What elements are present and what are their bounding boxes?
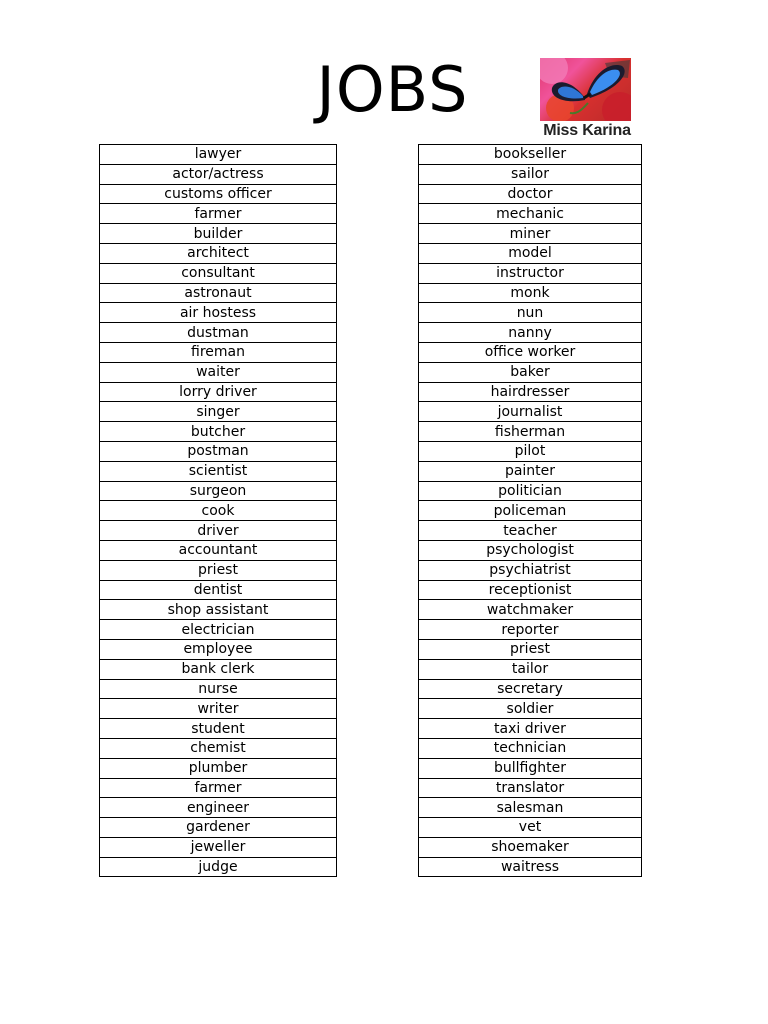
job-cell: office worker bbox=[419, 342, 642, 362]
table-row bbox=[419, 422, 642, 442]
job-cell: lorry driver bbox=[100, 382, 337, 402]
job-cell: miner bbox=[419, 224, 642, 244]
table-row bbox=[100, 224, 337, 244]
table-row bbox=[419, 184, 642, 204]
job-cell: monk bbox=[419, 283, 642, 303]
table-row bbox=[100, 382, 337, 402]
job-cell: consultant bbox=[100, 263, 337, 283]
job-cell: architect bbox=[100, 243, 337, 263]
table-row bbox=[419, 303, 642, 323]
job-cell: lawyer bbox=[100, 145, 337, 165]
table-row bbox=[100, 620, 337, 640]
job-cell: employee bbox=[100, 639, 337, 659]
job-cell: customs officer bbox=[100, 184, 337, 204]
job-cell: priest bbox=[100, 560, 337, 580]
table-row bbox=[100, 501, 337, 521]
job-cell: watchmaker bbox=[419, 600, 642, 620]
table-row bbox=[100, 758, 337, 778]
job-cell: tailor bbox=[419, 659, 642, 679]
table-row bbox=[419, 679, 642, 699]
table-row bbox=[100, 204, 337, 224]
job-cell: journalist bbox=[419, 402, 642, 422]
job-cell: bank clerk bbox=[100, 659, 337, 679]
table-row bbox=[419, 837, 642, 857]
job-cell: cook bbox=[100, 501, 337, 521]
table-row bbox=[100, 441, 337, 461]
table-row bbox=[419, 362, 642, 382]
table-row bbox=[100, 639, 337, 659]
table-row bbox=[419, 283, 642, 303]
table-row bbox=[100, 164, 337, 184]
job-cell: shop assistant bbox=[100, 600, 337, 620]
table-row bbox=[419, 402, 642, 422]
job-cell: hairdresser bbox=[419, 382, 642, 402]
job-cell: waiter bbox=[100, 362, 337, 382]
table-row bbox=[419, 818, 642, 838]
job-cell: writer bbox=[100, 699, 337, 719]
table-row bbox=[419, 580, 642, 600]
logo bbox=[537, 58, 637, 144]
job-cell: builder bbox=[100, 224, 337, 244]
job-cell: surgeon bbox=[100, 481, 337, 501]
table-row bbox=[100, 837, 337, 857]
job-cell: pilot bbox=[419, 441, 642, 461]
logo-caption: Miss Karina bbox=[543, 122, 631, 139]
job-cell: student bbox=[100, 719, 337, 739]
job-cell: dentist bbox=[100, 580, 337, 600]
table-row bbox=[419, 323, 642, 343]
table-row bbox=[100, 600, 337, 620]
job-cell: model bbox=[419, 243, 642, 263]
job-cell: nanny bbox=[419, 323, 642, 343]
job-cell: gardener bbox=[100, 818, 337, 838]
table-row bbox=[419, 600, 642, 620]
table-row bbox=[419, 798, 642, 818]
table-row bbox=[419, 382, 642, 402]
job-cell: teacher bbox=[419, 521, 642, 541]
job-cell: air hostess bbox=[100, 303, 337, 323]
table-row bbox=[419, 441, 642, 461]
job-cell: receptionist bbox=[419, 580, 642, 600]
table-row bbox=[100, 145, 337, 165]
job-cell: politician bbox=[419, 481, 642, 501]
table-row bbox=[100, 818, 337, 838]
table-row bbox=[419, 620, 642, 640]
table-row bbox=[100, 679, 337, 699]
job-cell: dustman bbox=[100, 323, 337, 343]
job-cell: bookseller bbox=[419, 145, 642, 165]
table-row bbox=[100, 184, 337, 204]
job-cell: chemist bbox=[100, 738, 337, 758]
table-row bbox=[100, 481, 337, 501]
job-cell: plumber bbox=[100, 758, 337, 778]
job-cell: nurse bbox=[100, 679, 337, 699]
job-cell: farmer bbox=[100, 204, 337, 224]
job-cell: accountant bbox=[100, 540, 337, 560]
table-row bbox=[419, 501, 642, 521]
job-cell: mechanic bbox=[419, 204, 642, 224]
job-cell: policeman bbox=[419, 501, 642, 521]
table-row bbox=[100, 362, 337, 382]
table-row bbox=[419, 342, 642, 362]
job-cell: vet bbox=[419, 818, 642, 838]
job-cell: fireman bbox=[100, 342, 337, 362]
job-cell: singer bbox=[100, 402, 337, 422]
table-row bbox=[419, 204, 642, 224]
table-row bbox=[100, 342, 337, 362]
job-cell: judge bbox=[100, 857, 337, 877]
job-cell: psychiatrist bbox=[419, 560, 642, 580]
table-row bbox=[100, 699, 337, 719]
table-row bbox=[419, 164, 642, 184]
job-cell: soldier bbox=[419, 699, 642, 719]
table-row bbox=[100, 580, 337, 600]
table-row bbox=[100, 778, 337, 798]
table-row bbox=[100, 659, 337, 679]
job-cell: farmer bbox=[100, 778, 337, 798]
table-row bbox=[100, 323, 337, 343]
job-cell: fisherman bbox=[419, 422, 642, 442]
table-row bbox=[419, 738, 642, 758]
table-row bbox=[100, 560, 337, 580]
table-row bbox=[100, 738, 337, 758]
job-cell: taxi driver bbox=[419, 719, 642, 739]
job-cell: painter bbox=[419, 461, 642, 481]
table-row bbox=[419, 145, 642, 165]
job-cell: astronaut bbox=[100, 283, 337, 303]
table-row bbox=[419, 758, 642, 778]
job-cell: jeweller bbox=[100, 837, 337, 857]
table-row bbox=[419, 719, 642, 739]
job-cell: baker bbox=[419, 362, 642, 382]
job-cell: butcher bbox=[100, 422, 337, 442]
job-cell: salesman bbox=[419, 798, 642, 818]
table-row bbox=[100, 243, 337, 263]
job-cell: postman bbox=[100, 441, 337, 461]
table-row bbox=[100, 402, 337, 422]
job-cell: waitress bbox=[419, 857, 642, 877]
jobs-table-right bbox=[418, 144, 642, 877]
table-row bbox=[419, 659, 642, 679]
job-cell: translator bbox=[419, 778, 642, 798]
table-row bbox=[419, 540, 642, 560]
table-row bbox=[419, 778, 642, 798]
table-row bbox=[419, 243, 642, 263]
table-row bbox=[100, 263, 337, 283]
table-row bbox=[100, 283, 337, 303]
job-cell: engineer bbox=[100, 798, 337, 818]
table-row bbox=[100, 461, 337, 481]
page-title: JOBS bbox=[316, 53, 469, 126]
table-row bbox=[100, 422, 337, 442]
table-row bbox=[100, 857, 337, 877]
job-cell: doctor bbox=[419, 184, 642, 204]
job-cell: secretary bbox=[419, 679, 642, 699]
job-cell: actor/actress bbox=[100, 164, 337, 184]
table-row bbox=[100, 540, 337, 560]
table-row bbox=[419, 224, 642, 244]
table-row bbox=[419, 560, 642, 580]
job-cell: technician bbox=[419, 738, 642, 758]
table-row bbox=[419, 263, 642, 283]
table-row bbox=[100, 719, 337, 739]
table-row bbox=[419, 461, 642, 481]
job-cell: sailor bbox=[419, 164, 642, 184]
table-row bbox=[419, 857, 642, 877]
job-cell: electrician bbox=[100, 620, 337, 640]
job-cell: shoemaker bbox=[419, 837, 642, 857]
job-cell: reporter bbox=[419, 620, 642, 640]
butterfly-image bbox=[540, 58, 631, 121]
table-row bbox=[419, 639, 642, 659]
table-row bbox=[419, 699, 642, 719]
table-row bbox=[419, 481, 642, 501]
job-cell: driver bbox=[100, 521, 337, 541]
job-cell: bullfighter bbox=[419, 758, 642, 778]
table-row bbox=[419, 521, 642, 541]
job-cell: instructor bbox=[419, 263, 642, 283]
table-row bbox=[100, 798, 337, 818]
job-cell: scientist bbox=[100, 461, 337, 481]
table-row bbox=[100, 521, 337, 541]
jobs-table-left bbox=[99, 144, 337, 877]
job-cell: priest bbox=[419, 639, 642, 659]
job-cell: psychologist bbox=[419, 540, 642, 560]
job-cell: nun bbox=[419, 303, 642, 323]
table-row bbox=[100, 303, 337, 323]
